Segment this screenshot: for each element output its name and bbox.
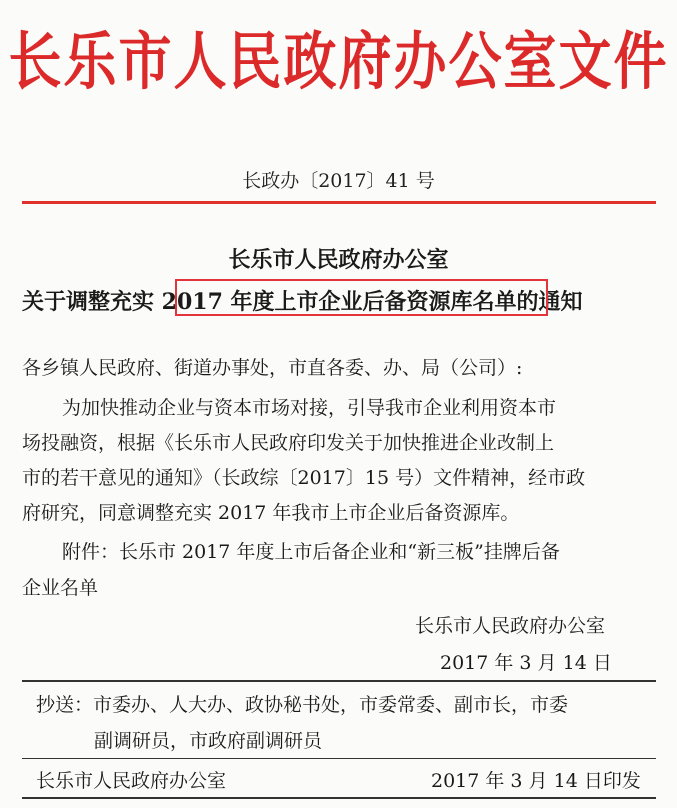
cc-line: 副调研员，市政府副调研员 <box>94 730 323 752</box>
signature-issuer: 长乐市人民政府办公室 <box>415 615 606 637</box>
red-divider <box>22 201 656 204</box>
document-number: 长政办〔2017〕41 号 <box>242 170 435 192</box>
body-paragraph-line: 为加快推动企业与资本市场对接，引导我市企业利用资本市 <box>62 397 557 419</box>
attachment-line: 企业名单 <box>22 577 99 599</box>
body-paragraph-line: 市的若干意见的通知》（长政综〔2017〕15 号）文件精神，经市政 <box>22 467 586 489</box>
notice-title-line2: 关于调整充实 2017 年度上市企业后备资源库名单的通知 <box>22 289 583 315</box>
body-paragraph-line: 场投融资，根据《长乐市人民政府印发关于加快推进企业改制上 <box>22 432 555 454</box>
body-paragraph-line: 府研究，同意调整充实 2017 年我市上市企业后备资源库。 <box>22 502 520 524</box>
cc-line: 抄送：市委办、人大办、政协秘书处，市委常委、副市长，市委 <box>36 694 569 716</box>
notice-title-line1: 长乐市人民政府办公室 <box>228 247 449 273</box>
cc-top-rule <box>22 680 656 682</box>
signature-date: 2017 年 3 月 14 日 <box>440 652 612 674</box>
footer-bottom-rule <box>22 797 656 799</box>
recipients-line: 各乡镇人民政府、街道办事处，市直各委、办、局（公司）: <box>22 357 523 379</box>
attachment-line: 附件：长乐市 2017 年度上市后备企业和“新三板”挂牌后备 <box>62 541 560 563</box>
footer-print-date: 2017 年 3 月 14 日印发 <box>431 770 641 792</box>
footer-top-rule <box>22 758 656 759</box>
highlight-box <box>175 279 548 316</box>
footer-issuer: 长乐市人民政府办公室 <box>36 770 227 792</box>
document-header: 长乐市人民政府办公室文件 <box>8 26 669 99</box>
